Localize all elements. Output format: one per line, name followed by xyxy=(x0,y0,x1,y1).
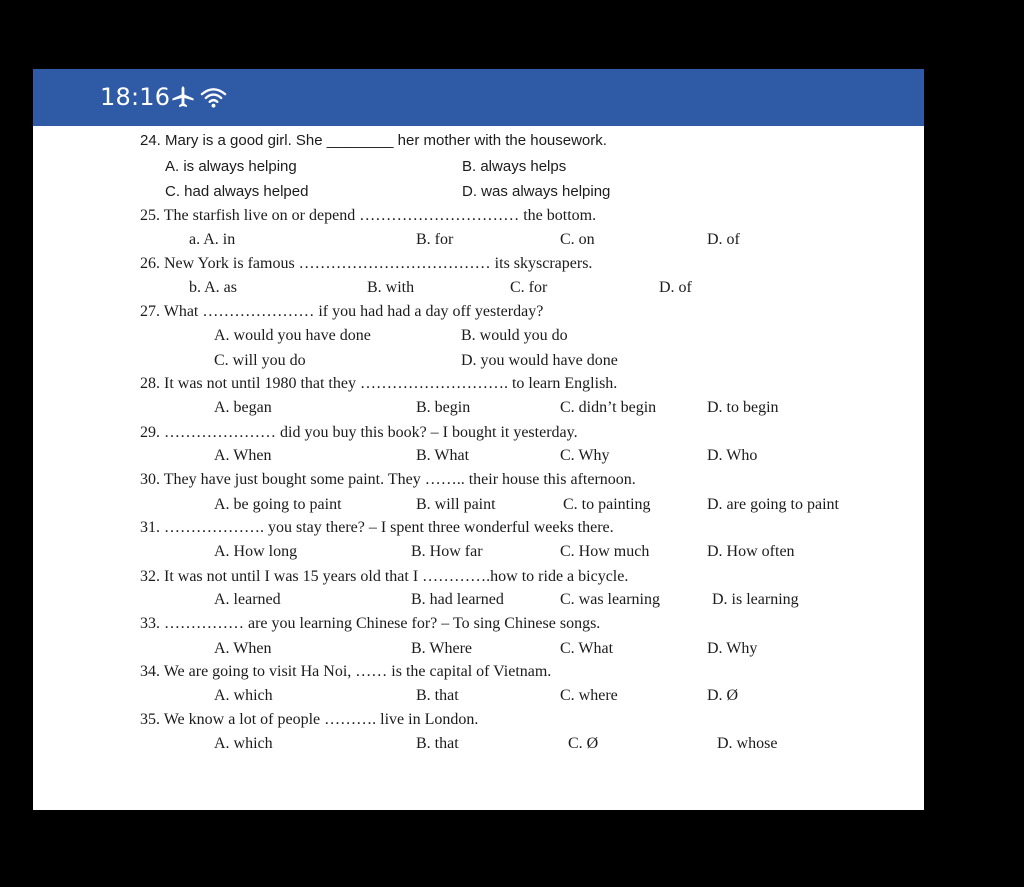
option-text: D. Why xyxy=(707,640,758,657)
worksheet xyxy=(33,69,924,810)
question-stem: 34. We are going to visit Ha Noi, …… is the capital of Vietnam. xyxy=(140,663,552,680)
question-stem: 27. What ………………… if you had had a day off yesterday? xyxy=(140,303,544,320)
option-text: B. for xyxy=(416,231,454,248)
option-text: A. When xyxy=(214,640,272,657)
option-text: D. of xyxy=(707,231,740,248)
option-text: D. whose xyxy=(717,735,778,752)
option-text: C. will you do xyxy=(214,352,306,369)
option-text: A. is always helping xyxy=(165,158,297,175)
option-text: D. was always helping xyxy=(462,183,611,200)
option-text: D. you would have done xyxy=(461,352,618,369)
question-stem: 28. It was not until 1980 that they ………………………. to learn English. xyxy=(140,375,618,392)
option-text: C. had always helped xyxy=(165,183,309,200)
option-text: A. be going to paint xyxy=(214,496,342,513)
option-text: B. always helps xyxy=(462,158,567,175)
option-text: C. didn’t begin xyxy=(560,399,657,416)
option-text: D. to begin xyxy=(707,399,779,416)
question-stem: 32. It was not until I was 15 years old that I ………….how to ride a bicycle. xyxy=(140,568,629,585)
option-text: C. where xyxy=(560,687,618,704)
option-text: B. that xyxy=(416,687,459,704)
question-stem: 31. ………………. you stay there? – I spent three wonderful weeks there. xyxy=(140,519,614,536)
option-text: B. that xyxy=(416,735,459,752)
option-text: C. for xyxy=(510,279,548,296)
option-text: C. on xyxy=(560,231,595,248)
question-stem: 35. We know a lot of people ………. live in London. xyxy=(140,711,479,728)
question-stem: 24. Mary is a good girl. She ________ her mother with the housework. xyxy=(140,132,607,149)
option-text: A. When xyxy=(214,447,272,464)
question-stem: 33. …………… are you learning Chinese for? – To sing Chinese songs. xyxy=(140,615,601,632)
option-text: C. Why xyxy=(560,447,610,464)
option-text: B. would you do xyxy=(461,327,568,344)
option-text: B. How far xyxy=(411,543,483,560)
option-text: A. which xyxy=(214,735,273,752)
status-time: 18:16 xyxy=(100,83,171,111)
option-text: C. to painting xyxy=(563,496,651,513)
option-text: D. are going to paint xyxy=(707,496,839,513)
option-text: C. was learning xyxy=(560,591,660,608)
phone-screen xyxy=(33,69,924,810)
option-text: B. begin xyxy=(416,399,471,416)
option-text: B. Where xyxy=(411,640,473,657)
option-text: D. Ø xyxy=(707,687,739,704)
option-text: A. How long xyxy=(214,543,298,560)
option-text: A. would you have done xyxy=(214,327,371,344)
option-text: A. learned xyxy=(214,591,281,608)
option-text: A. began xyxy=(214,399,272,416)
question-stem: 26. New York is famous ……………………………… its skyscrapers. xyxy=(140,255,593,272)
option-text: C. Ø xyxy=(568,735,599,752)
option-text: a. A. in xyxy=(189,231,236,248)
option-text: b. A. as xyxy=(189,279,237,296)
option-text: C. How much xyxy=(560,543,650,560)
question-stem: 29. ………………… did you buy this book? – I bought it yesterday. xyxy=(140,424,578,441)
option-text: C. What xyxy=(560,640,614,657)
option-text: D. Who xyxy=(707,447,758,464)
question-stem: 25. The starfish live on or depend ………………………… the bottom. xyxy=(140,207,597,224)
option-text: D. of xyxy=(659,279,692,296)
option-text: B. will paint xyxy=(416,496,496,513)
option-text: B. with xyxy=(367,279,415,296)
option-text: B. What xyxy=(416,447,470,464)
option-text: B. had learned xyxy=(411,591,504,608)
option-text: A. which xyxy=(214,687,273,704)
option-text: D. How often xyxy=(707,543,795,560)
option-text: D. is learning xyxy=(712,591,799,608)
question-stem: 30. They have just bought some paint. They …….. their house this afternoon. xyxy=(140,471,636,488)
